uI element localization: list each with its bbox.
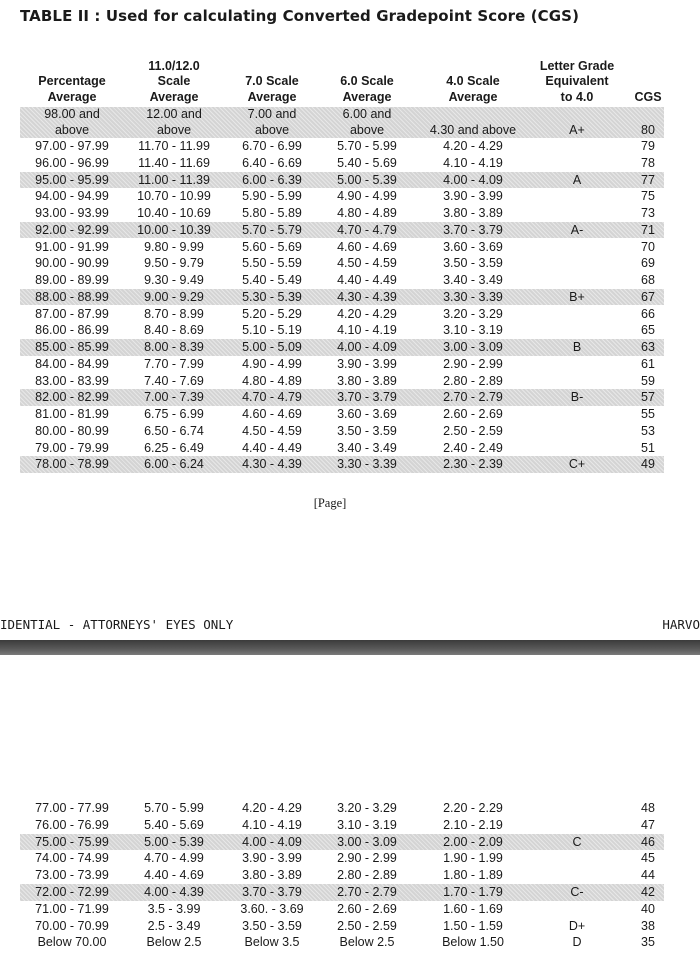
cell-cgs: 40 xyxy=(641,901,655,916)
cell-s11: 4.70 - 4.99 xyxy=(144,851,204,866)
cell-s6: 5.70 - 5.99 xyxy=(337,139,397,154)
cell-s4: 3.10 - 3.19 xyxy=(443,323,503,338)
cell-s7: 5.00 - 5.09 xyxy=(242,340,302,355)
cell-letter: A- xyxy=(570,222,584,237)
column-header-line: to 4.0 xyxy=(560,89,594,104)
table-row xyxy=(20,373,664,390)
cell-cgs: 79 xyxy=(641,139,655,154)
cell-s7: 5.40 - 5.49 xyxy=(242,273,302,288)
cell-s7: 4.10 - 4.19 xyxy=(242,817,302,832)
cell-s6: 5.00 - 5.39 xyxy=(337,172,397,187)
cell-s11: 4.00 - 4.39 xyxy=(144,885,204,899)
table-row xyxy=(20,255,664,272)
cell-s6: 5.40 - 5.69 xyxy=(337,155,397,170)
column-header-line: 7.0 Scale xyxy=(245,74,299,88)
cell-cgs: 78 xyxy=(641,155,655,170)
cell-s4: 1.80 - 1.89 xyxy=(443,868,503,883)
cell-s7: 6.70 - 6.99 xyxy=(242,139,302,154)
cell-letter: B+ xyxy=(569,289,585,304)
cell-pct: 89.00 - 89.99 xyxy=(35,273,109,288)
column-header-line: Average xyxy=(448,89,498,104)
cell-line: 12.00 and xyxy=(146,107,202,121)
cell-pct: 73.00 - 73.99 xyxy=(35,868,109,883)
cell-s4: 2.30 - 2.39 xyxy=(443,457,503,472)
cell-s11: 5.70 - 5.99 xyxy=(144,801,204,815)
cell-pct: 96.00 - 96.99 xyxy=(35,155,109,170)
cell-s6: 3.10 - 3.19 xyxy=(337,817,397,832)
cell-s11: 8.70 - 8.99 xyxy=(144,306,204,321)
cell-s7: 6.40 - 6.69 xyxy=(242,155,302,170)
column-header-s7 xyxy=(222,74,322,105)
cell-letter: D xyxy=(572,935,582,950)
cell-s11: 10.40 - 10.69 xyxy=(137,206,211,221)
column-header-line: Scale xyxy=(157,74,191,88)
cell-s11: 7.40 - 7.69 xyxy=(144,373,204,388)
cell-s11: 9.00 - 9.29 xyxy=(144,289,204,304)
cell-pct: 72.00 - 72.99 xyxy=(35,885,109,899)
cell-pct: 95.00 - 95.99 xyxy=(35,172,109,187)
cell-pct: 94.00 - 94.99 xyxy=(35,189,109,204)
cell-s7: 4.70 - 4.79 xyxy=(242,390,302,405)
cell-pct: 77.00 - 77.99 xyxy=(35,801,109,815)
cell-s11: 4.40 - 4.69 xyxy=(144,868,204,883)
cell-s6 xyxy=(317,107,417,138)
cell-pct: 83.00 - 83.99 xyxy=(35,373,109,388)
cell-s7: 4.40 - 4.49 xyxy=(242,440,302,455)
table-row xyxy=(20,884,664,901)
table-row xyxy=(20,155,664,172)
cell-pct: 80.00 - 80.99 xyxy=(35,423,109,438)
cell-s7: 5.70 - 5.79 xyxy=(242,222,302,237)
cell-line: above xyxy=(349,122,385,137)
table-row xyxy=(20,138,664,155)
cell-s7: 3.90 - 3.99 xyxy=(242,851,302,866)
cell-s11: 11.40 - 11.69 xyxy=(138,155,210,170)
column-header-line: Letter Grade xyxy=(539,58,615,73)
cell-pct: 91.00 - 91.99 xyxy=(35,239,109,254)
cell-s6: 4.90 - 4.99 xyxy=(337,189,397,204)
cell-letter: C+ xyxy=(568,457,586,472)
cell-s6: 2.90 - 2.99 xyxy=(337,851,397,866)
cell-cgs: 67 xyxy=(641,289,655,304)
cell-line: above xyxy=(54,122,90,137)
table-row xyxy=(20,423,664,440)
column-header-line: Average xyxy=(149,89,199,104)
page-break-divider xyxy=(0,640,700,655)
cell-s4: Below 1.50 xyxy=(442,935,504,950)
cell-cgs: 38 xyxy=(641,918,655,933)
cell-cgs: 80 xyxy=(641,123,655,137)
cell-s6: 2.50 - 2.59 xyxy=(337,918,397,933)
cell-s7 xyxy=(222,107,322,138)
cell-s6: 4.80 - 4.89 xyxy=(337,206,397,221)
cell-s7: 5.10 - 5.19 xyxy=(242,323,302,338)
cell-s11: 10.00 - 10.39 xyxy=(137,222,211,237)
table-row xyxy=(20,222,664,239)
cell-s11: Below 2.5 xyxy=(146,935,202,950)
cell-s6: 4.60 - 4.69 xyxy=(337,239,397,254)
cell-cgs: 77 xyxy=(641,172,655,187)
cell-pct: 71.00 - 71.99 xyxy=(35,901,109,916)
cell-s6: 3.60 - 3.69 xyxy=(337,407,397,422)
cell-s6: 4.20 - 4.29 xyxy=(337,306,397,321)
cell-pct: 81.00 - 81.99 xyxy=(35,407,109,422)
cell-s6: 4.40 - 4.49 xyxy=(337,273,397,288)
cell-pct: 82.00 - 82.99 xyxy=(35,390,109,405)
cell-pct: 76.00 - 76.99 xyxy=(35,817,109,832)
cell-line: above xyxy=(254,122,290,137)
cell-line: above xyxy=(156,122,192,137)
cell-s4: 3.70 - 3.79 xyxy=(443,222,503,237)
cell-letter: D+ xyxy=(568,918,586,933)
cell-s4: 2.40 - 2.49 xyxy=(443,440,503,455)
column-header-pct xyxy=(22,74,122,105)
cell-s4: 3.30 - 3.39 xyxy=(443,289,503,304)
cell-s4: 2.50 - 2.59 xyxy=(443,423,503,438)
cell-s11: 7.70 - 7.99 xyxy=(144,356,204,371)
cell-pct: 92.00 - 92.99 xyxy=(35,222,109,237)
cell-cgs: 53 xyxy=(641,423,655,438)
cell-s4: 1.70 - 1.79 xyxy=(443,885,503,899)
cell-letter: B- xyxy=(570,390,584,405)
table-row xyxy=(20,834,664,851)
cell-s11: 6.50 - 6.74 xyxy=(144,423,204,438)
cell-s4: 3.80 - 3.89 xyxy=(443,206,503,221)
cell-pct: 86.00 - 86.99 xyxy=(35,323,109,338)
cell-s7: Below 3.5 xyxy=(244,935,300,950)
cell-s6: 3.40 - 3.49 xyxy=(337,440,397,455)
cell-line: 98.00 and xyxy=(44,107,100,121)
cell-s6: 3.50 - 3.59 xyxy=(337,423,397,438)
cell-cgs: 45 xyxy=(641,851,655,866)
table-row xyxy=(20,172,664,189)
cell-s4: 2.10 - 2.19 xyxy=(443,817,503,832)
cell-s6: 3.80 - 3.89 xyxy=(337,373,397,388)
cell-s4: 2.00 - 2.09 xyxy=(443,834,503,849)
table-row xyxy=(20,322,664,339)
cell-pct xyxy=(22,107,122,138)
cell-cgs: 61 xyxy=(641,356,655,371)
table-row xyxy=(20,440,664,457)
cell-s4: 3.50 - 3.59 xyxy=(443,256,503,271)
column-header-s4 xyxy=(423,74,523,105)
column-header-line: 6.0 Scale xyxy=(340,74,394,88)
column-header-line: CGS xyxy=(634,89,662,104)
table-row xyxy=(20,867,664,884)
cell-cgs: 46 xyxy=(641,834,655,849)
cell-s11: 5.00 - 5.39 xyxy=(144,834,204,849)
cell-s6: 4.30 - 4.39 xyxy=(337,289,397,304)
cell-s6: 2.60 - 2.69 xyxy=(337,901,397,916)
cell-s7: 4.60 - 4.69 xyxy=(242,407,302,422)
cell-s4: 1.50 - 1.59 xyxy=(443,918,503,933)
cell-cgs: 47 xyxy=(641,817,655,832)
cell-letter: B xyxy=(572,340,582,355)
cell-s4: 4.20 - 4.29 xyxy=(443,139,503,154)
cell-s11: 9.30 - 9.49 xyxy=(144,273,204,288)
cell-s7: 6.00 - 6.39 xyxy=(242,172,302,187)
cell-s11: 6.25 - 6.49 xyxy=(144,440,204,455)
cell-pct: 93.00 - 93.99 xyxy=(35,206,109,221)
cell-cgs: 63 xyxy=(641,340,655,355)
cell-pct: 74.00 - 74.99 xyxy=(35,851,109,866)
table-row xyxy=(20,456,664,473)
column-header-cgs xyxy=(598,90,698,106)
confidentiality-footer: IDENTIAL - ATTORNEYS' EYES ONLY xyxy=(0,617,234,632)
cell-pct: 88.00 - 88.99 xyxy=(35,289,109,304)
table-title: TABLE II : Used for calculating Converted Gradepoint Score (CGS) xyxy=(20,7,580,25)
cell-s11: 5.40 - 5.69 xyxy=(144,817,204,832)
cell-pct: 84.00 - 84.99 xyxy=(35,356,109,371)
bates-footer: HARVO xyxy=(662,617,700,632)
cell-s11: 7.00 - 7.39 xyxy=(144,390,204,405)
table-row xyxy=(20,339,664,356)
table-row xyxy=(20,205,664,222)
column-header-line: Equivalent xyxy=(545,74,609,88)
cell-cgs: 68 xyxy=(641,273,655,288)
cell-s11: 11.00 - 11.39 xyxy=(138,172,210,187)
cell-cgs: 75 xyxy=(641,189,655,204)
table-row xyxy=(20,272,664,289)
cell-pct: 79.00 - 79.99 xyxy=(35,440,109,455)
cell-s11: 6.00 - 6.24 xyxy=(144,457,204,472)
cell-s7: 4.90 - 4.99 xyxy=(242,356,302,371)
cell-line: 6.00 and xyxy=(342,107,392,121)
cell-pct: 87.00 - 87.99 xyxy=(35,306,109,321)
cell-s4: 3.40 - 3.49 xyxy=(443,273,503,288)
cell-pct: 78.00 - 78.99 xyxy=(35,457,109,472)
cell-s4: 3.20 - 3.29 xyxy=(443,306,503,321)
cell-s7: 4.20 - 4.29 xyxy=(242,801,302,815)
cell-s4: 3.90 - 3.99 xyxy=(443,189,503,204)
cell-s6: Below 2.5 xyxy=(339,935,395,950)
table-row xyxy=(20,934,664,951)
cell-cgs: 44 xyxy=(641,868,655,883)
cell-cgs: 51 xyxy=(641,440,655,455)
cell-s4: 4.30 and above xyxy=(429,123,517,137)
cell-s7: 4.00 - 4.09 xyxy=(242,834,302,849)
cell-cgs: 71 xyxy=(641,222,655,237)
cell-pct: Below 70.00 xyxy=(37,935,107,950)
cell-s7: 5.80 - 5.89 xyxy=(242,206,302,221)
cell-s11: 8.40 - 8.69 xyxy=(144,323,204,338)
cell-s6: 2.70 - 2.79 xyxy=(337,885,397,899)
cell-s7: 5.20 - 5.29 xyxy=(242,306,302,321)
cell-s7: 5.60 - 5.69 xyxy=(242,239,302,254)
cell-s11 xyxy=(124,107,224,138)
cell-s4: 2.90 - 2.99 xyxy=(443,356,503,371)
cell-s4: 2.80 - 2.89 xyxy=(443,373,503,388)
column-header-line: Average xyxy=(247,89,297,104)
cell-s6: 4.00 - 4.09 xyxy=(337,340,397,355)
cell-s4: 1.90 - 1.99 xyxy=(443,851,503,866)
cell-cgs: 69 xyxy=(641,256,655,271)
cell-cgs: 57 xyxy=(641,390,655,405)
table-row xyxy=(20,239,664,256)
column-header-line: Percentage xyxy=(38,74,106,88)
cell-s4: 3.00 - 3.09 xyxy=(443,340,503,355)
table-row xyxy=(20,356,664,373)
cell-s7: 4.80 - 4.89 xyxy=(242,373,302,388)
cell-s6: 3.90 - 3.99 xyxy=(337,356,397,371)
cell-cgs: 42 xyxy=(641,885,655,899)
table-row xyxy=(20,901,664,918)
cell-s6: 2.80 - 2.89 xyxy=(337,868,397,883)
cell-s4: 2.70 - 2.79 xyxy=(443,390,503,405)
cell-pct: 70.00 - 70.99 xyxy=(35,918,109,933)
cell-cgs: 49 xyxy=(641,457,655,472)
table-row xyxy=(20,850,664,867)
table-row xyxy=(20,306,664,323)
table-row xyxy=(20,800,664,817)
cell-s4: 4.10 - 4.19 xyxy=(443,155,503,170)
cell-line: 7.00 and xyxy=(247,107,297,121)
cell-cgs: 70 xyxy=(641,239,655,254)
cell-s11: 3.5 - 3.99 xyxy=(147,901,201,916)
cell-s11: 2.5 - 3.49 xyxy=(147,918,201,933)
table-row xyxy=(20,389,664,406)
column-header-s11 xyxy=(124,59,224,106)
cell-pct: 75.00 - 75.99 xyxy=(35,834,109,849)
cell-s11: 10.70 - 10.99 xyxy=(137,189,211,204)
cell-s7: 3.60. - 3.69 xyxy=(240,901,304,916)
cell-s11: 9.80 - 9.99 xyxy=(144,239,204,254)
column-header-line: 11.0/12.0 xyxy=(148,58,200,73)
cell-s6: 3.30 - 3.39 xyxy=(337,457,397,472)
column-header-line: Average xyxy=(47,89,97,104)
cell-s11: 11.70 - 11.99 xyxy=(138,139,210,154)
cell-cgs: 66 xyxy=(641,306,655,321)
table-row xyxy=(20,107,664,138)
cell-letter: C- xyxy=(570,885,584,899)
cell-s7: 5.90 - 5.99 xyxy=(242,189,302,204)
cell-s7: 3.50 - 3.59 xyxy=(242,918,302,933)
page-label: [Page] xyxy=(313,496,347,510)
cell-cgs: 35 xyxy=(641,935,655,950)
cell-s11: 6.75 - 6.99 xyxy=(144,407,204,422)
cell-cgs: 65 xyxy=(641,323,655,338)
cell-letter: C xyxy=(572,834,582,849)
cell-s4: 4.00 - 4.09 xyxy=(443,172,503,187)
cell-s6: 4.50 - 4.59 xyxy=(337,256,397,271)
cell-cgs: 55 xyxy=(641,407,655,422)
table-row xyxy=(20,289,664,306)
cell-s7: 5.50 - 5.59 xyxy=(242,256,302,271)
column-header-line: Average xyxy=(342,89,392,104)
cell-s4: 1.60 - 1.69 xyxy=(443,901,503,916)
cell-pct: 90.00 - 90.99 xyxy=(35,256,109,271)
cell-cgs: 73 xyxy=(641,206,655,221)
cell-s4: 3.60 - 3.69 xyxy=(443,239,503,254)
cell-cgs: 59 xyxy=(641,373,655,388)
cell-cgs: 48 xyxy=(641,801,655,815)
cell-s7: 5.30 - 5.39 xyxy=(242,289,302,304)
table-row xyxy=(20,188,664,205)
cell-letter: A xyxy=(572,172,582,187)
cell-s6: 4.70 - 4.79 xyxy=(337,222,397,237)
cell-s6: 3.70 - 3.79 xyxy=(337,390,397,405)
table-row xyxy=(20,817,664,834)
cell-s4: 2.20 - 2.29 xyxy=(443,801,503,815)
table-row xyxy=(20,918,664,935)
cell-s7: 3.80 - 3.89 xyxy=(242,868,302,883)
cell-s6: 4.10 - 4.19 xyxy=(337,323,397,338)
cell-s6: 3.20 - 3.29 xyxy=(337,801,397,815)
cell-pct: 85.00 - 85.99 xyxy=(35,340,109,355)
cell-s6: 3.00 - 3.09 xyxy=(337,834,397,849)
cell-letter: A+ xyxy=(569,123,585,137)
cell-pct: 97.00 - 97.99 xyxy=(35,139,109,154)
column-header-line: 4.0 Scale xyxy=(446,74,500,88)
cell-s11: 8.00 - 8.39 xyxy=(144,340,204,355)
cell-s7: 4.30 - 4.39 xyxy=(242,457,302,472)
cell-s11: 9.50 - 9.79 xyxy=(144,256,204,271)
column-header-s6 xyxy=(317,74,417,105)
cell-s4: 2.60 - 2.69 xyxy=(443,407,503,422)
table-row xyxy=(20,406,664,423)
cell-s7: 3.70 - 3.79 xyxy=(242,885,302,899)
cell-s7: 4.50 - 4.59 xyxy=(242,423,302,438)
